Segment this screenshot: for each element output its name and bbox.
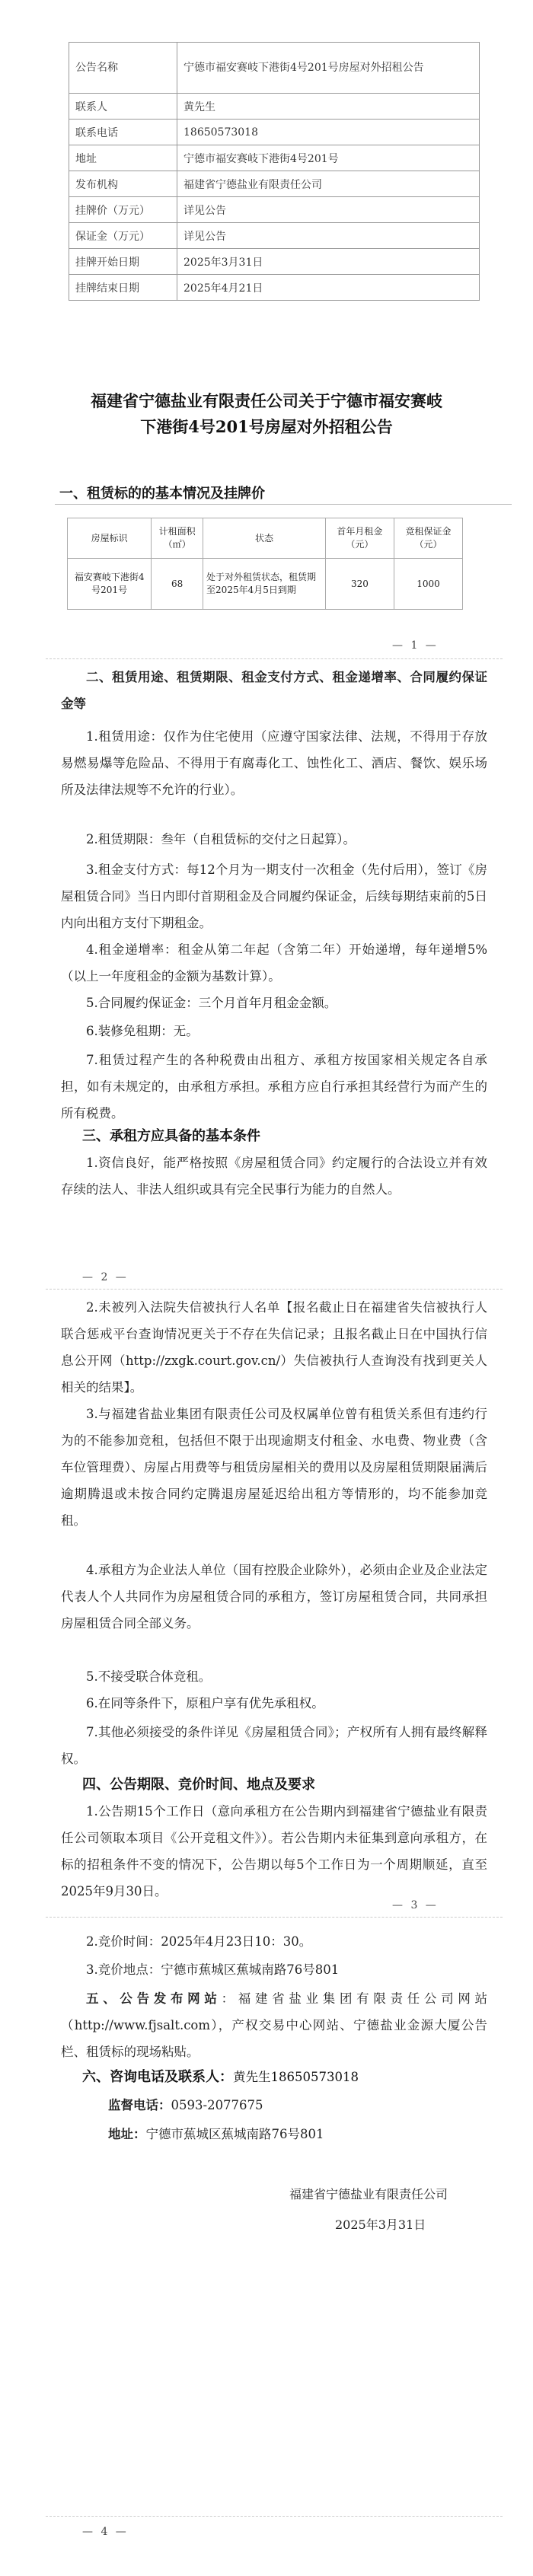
- page-number: — 3 —: [392, 1899, 439, 1911]
- section-5-paragraph: [61, 1985, 487, 2065]
- info-row: [69, 145, 480, 171]
- info-value: 2025年4月21日: [177, 275, 480, 301]
- section-4-item: 3.竞价地点：宁德市蕉城区蕉城南路76号801: [86, 1962, 340, 1977]
- lease-status-cell: 处于对外租赁状态，租赁期至2025年4月5日到期: [203, 559, 326, 610]
- section-5-heading: 五、公告发布网站: [86, 1991, 222, 2006]
- supervision-phone-label: 监督电话：: [108, 2098, 171, 2112]
- section-3-item: 7.其他必须接受的条件详见《房屋租赁合同》；产权所有人拥有最终解释权。: [61, 1725, 487, 1766]
- title-line-1: 福建省宁德盐业有限责任公司关于宁德市福安赛岐: [91, 391, 442, 410]
- section-3-item: 1.资信良好，能严格按照《房屋租赁合同》约定履行的合法设立并有效存续的法人、非法人组织或具有完全民事行为能力的自然人。: [61, 1156, 487, 1197]
- lease-table: [67, 518, 463, 610]
- section-3-item: 4.承租方为企业法人单位（国有控股企业除外），必须由企业及企业法定代表人个人共同作为房屋租赁合同的承租方，签订房屋租赁合同，共同承担房屋租赁合同全部义务。: [61, 1563, 487, 1631]
- lease-header-row: [68, 518, 463, 559]
- page-break: [46, 658, 503, 659]
- title-line-2: 下港街4号201号房屋对外招租公告: [140, 417, 393, 436]
- section-3-item: 2.未被列入法院失信被执行人名单【报名截止日在福建省失信被执行人联合惩戒平台查询情况更关于不存在失信记录；且报名截止日在中国执行信息公开网（http://zxgk.court.gov.cn/）失信被执行人查询没有找到更关人相关的结果】。: [61, 1300, 487, 1395]
- page-break: [46, 1917, 503, 1918]
- section-3-heading: 三、承租方应具备的基本条件: [82, 1128, 260, 1144]
- info-key: 公告名称: [69, 43, 177, 94]
- address-line: [108, 2124, 324, 2142]
- section-2-item: 2.租赁期限：叁年（自租赁标的交付之日起算）。: [86, 832, 356, 846]
- info-key: 挂牌结束日期: [69, 275, 177, 301]
- info-key: 挂牌价（万元）: [69, 197, 177, 223]
- signing-organization: 福建省宁德盐业有限责任公司: [289, 2187, 448, 2201]
- lease-row: [68, 559, 463, 610]
- section-2-item: 7.租赁过程产生的各种税费由出租方、承租方按国家相关规定各自承担，如有未规定的，由承租方承担。承租方应自行承担其经营行为而产生的所有税费。: [61, 1053, 487, 1121]
- contact-person: 黄先生18650573018: [233, 2070, 359, 2084]
- section-1-heading: 一、租赁标的的基本情况及挂牌价: [59, 486, 265, 502]
- info-key: 保证金（万元）: [69, 223, 177, 249]
- section-divider: [55, 504, 512, 505]
- col-header: 计租面积（㎡）: [152, 518, 203, 559]
- info-key: 发布机构: [69, 171, 177, 197]
- info-value: 2025年3月31日: [177, 249, 480, 275]
- page-number: — 4 —: [82, 2526, 129, 2538]
- info-value: 详见公告: [177, 197, 480, 223]
- info-value: 黄先生: [177, 94, 480, 120]
- section-6-heading: 六、咨询电话及联系人：: [82, 2069, 233, 2085]
- info-value: 福建省宁德盐业有限责任公司: [177, 171, 480, 197]
- info-row: [69, 171, 480, 197]
- section-4-heading: 四、公告期限、竞价时间、地点及要求: [82, 1777, 315, 1793]
- info-key: 联系人: [69, 94, 177, 120]
- info-row: [69, 94, 480, 120]
- info-value: 宁德市福安赛岐下港街4号201号: [177, 145, 480, 171]
- info-row: [69, 120, 480, 145]
- section-3-item: 3.与福建省盐业集团有限责任公司及权属单位曾有租赁关系但有违约行为的不能参加竞租，包括但不限于出现逾期支付租金、水电费、物业费（含车位管理费）、房屋占用费等与租赁房屋相关的费用以及房屋租赁期限届满后逾期腾退或未按合同约定腾退房屋延迟给出租方等情形的，均不能参加竞租。: [61, 1407, 487, 1528]
- supervision-phone-line: [108, 2095, 263, 2113]
- page-break: [46, 2516, 503, 2517]
- section-2-heading: 二、租赁用途、租赁期限、租金支付方式、租金递增率、合同履约保证金等: [61, 670, 487, 711]
- document-title: [76, 388, 457, 440]
- section-4-item: 2.竞价时间：2025年4月23日10：30。: [86, 1934, 312, 1949]
- address: 宁德市蕉城区蕉城南路76号801: [145, 2127, 324, 2141]
- info-row: [69, 43, 480, 94]
- col-header: 首年月租金（元）: [325, 518, 394, 559]
- col-header: 房屋标识: [68, 518, 152, 559]
- supervision-phone: 0593-2077675: [171, 2098, 263, 2112]
- section-6-heading-line: [82, 2066, 359, 2086]
- info-row: [69, 275, 480, 301]
- announcement-info-table: [69, 42, 480, 301]
- page-number: — 2 —: [82, 1271, 129, 1283]
- signing-date: 2025年3月31日: [335, 2217, 426, 2232]
- lease-rent-cell: 320: [325, 559, 394, 610]
- section-2-item: 4.租金递增率：租金从第二年起（含第二年）开始递增，每年递增5%（以上一年度租金的金额为基数计算）。: [61, 942, 487, 984]
- lease-area-cell: 68: [152, 559, 203, 610]
- section-2-item: 5.合同履约保证金：三个月首年月租金金额。: [86, 996, 337, 1010]
- section-2-item: 3.租金支付方式：每12个月为一期支付一次租金（先付后用），签订《房屋租赁合同》当日内即付首期租金及合同履约保证金，后续每期结束前的5日内向出租方支付下期租金。: [61, 862, 487, 930]
- info-key: 挂牌开始日期: [69, 249, 177, 275]
- section-5-text: ：福建省盐业集团有限责任公司网站（http://www.fjsalt.com），产权交易中心网站、宁德盐业金源大厦公告栏、租赁标的现场粘贴。: [61, 1991, 488, 2059]
- col-header: 竞租保证金（元）: [394, 518, 462, 559]
- info-value: 宁德市福安赛岐下港街4号201号房屋对外招租公告: [177, 43, 480, 94]
- section-3-item: 5.不接受联合体竞租。: [86, 1669, 212, 1684]
- info-row: [69, 197, 480, 223]
- section-2-item: 6.装修免租期：无。: [86, 1024, 199, 1038]
- info-row: [69, 249, 480, 275]
- lease-id-cell: 福安赛岐下港街4号201号: [68, 559, 152, 610]
- info-key: 联系电话: [69, 120, 177, 145]
- page-break: [46, 1289, 503, 1290]
- info-key: 地址: [69, 145, 177, 171]
- info-value: 18650573018: [177, 120, 480, 145]
- info-row: [69, 223, 480, 249]
- address-label: 地址：: [108, 2127, 146, 2141]
- col-header: 状态: [203, 518, 326, 559]
- lease-deposit-cell: 1000: [394, 559, 462, 610]
- page-number: — 1 —: [392, 639, 439, 652]
- info-value: 详见公告: [177, 223, 480, 249]
- section-3-item: 6.在同等条件下，原租户享有优先承租权。: [86, 1696, 324, 1710]
- section-2-item: 1.租赁用途：仅作为住宅使用（应遵守国家法律、法规，不得用于存放易燃易爆等危险品、不得用于有腐毒化工、蚀性化工、酒店、餐饮、娱乐场所及法律法规等不允许的行业）。: [61, 729, 487, 797]
- section-4-item: 1.公告期15个工作日（意向承租方在公告期内到福建省宁德盐业有限责任公司领取本项目《公开竞租文件》）。若公告期内未征集到意向承租方，在标的招租条件不变的情况下，公告期以每5个工作日为一个周期顺延，直至2025年9月30日。: [61, 1804, 487, 1899]
